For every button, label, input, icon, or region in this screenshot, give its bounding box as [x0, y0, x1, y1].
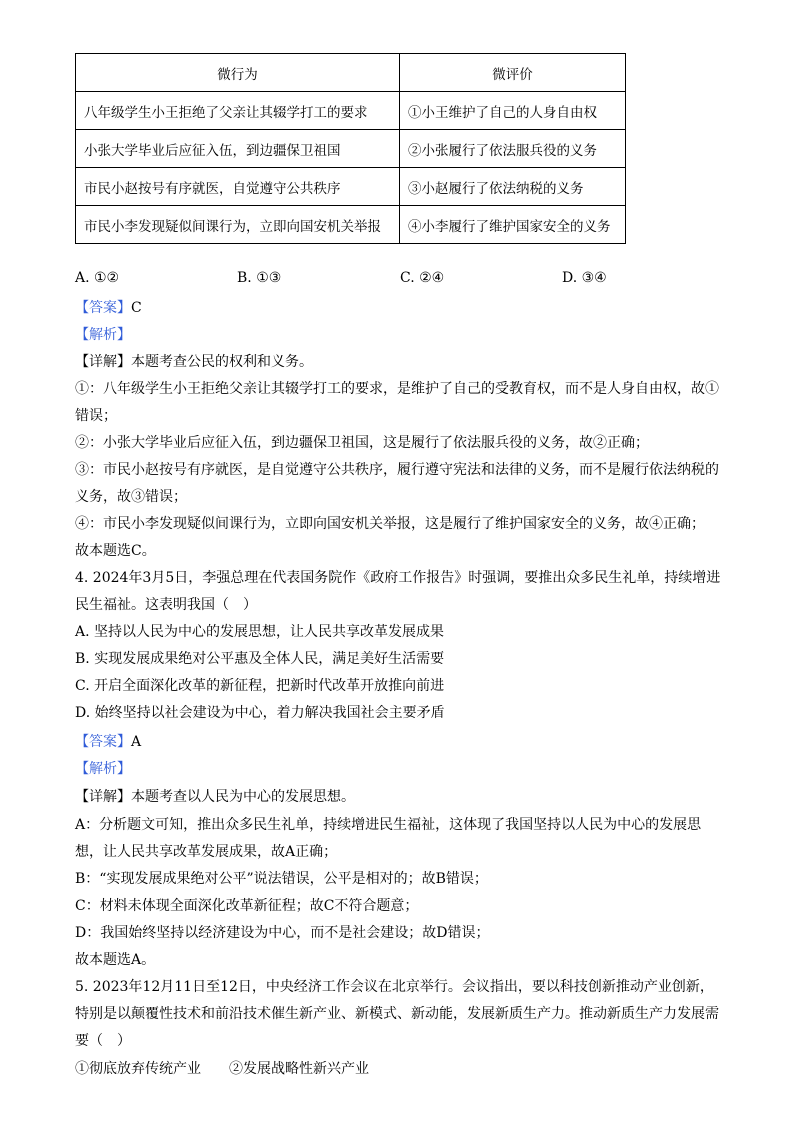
table-header-evaluation: 微评价	[400, 54, 626, 92]
q3-option-d: D. ③④	[562, 270, 607, 286]
detail-text: 本题考查公民的权利和义务。	[131, 354, 313, 370]
q5-item-1: ①彻底放弃传统产业	[75, 1061, 201, 1077]
q5-stem-line: 特别是以颠覆性技术和前沿技术催生新产业、新模式、新动能，发展新质生产力。推动新质生产力发展需	[75, 1006, 719, 1022]
table-cell: ①小王维护了自己的人身自由权	[400, 92, 626, 130]
table-header-behavior: 微行为	[76, 54, 400, 92]
q4-detail-line: 故本题选A。	[75, 952, 156, 968]
q3-detail-line: 义务，故③错误；	[75, 489, 187, 505]
q4-detail-line: D：我国始终坚持以经济建设为中心，而不是社会建设；故D错误；	[75, 925, 490, 941]
q3-answer	[75, 298, 725, 318]
q3-option-c: C. ②④	[400, 270, 445, 286]
q4-detail-line: 想，让人民共享改革发展成果，故A正确；	[75, 844, 338, 860]
q3-option-a: A. ①②	[75, 270, 120, 286]
q3-detail-line	[75, 352, 725, 372]
behavior-evaluation-table	[75, 53, 626, 244]
answer-value: C	[131, 300, 142, 316]
q4-option-d: D. 始终坚持以社会建设为中心，着力解决我国社会主要矛盾	[75, 705, 445, 721]
table-row	[76, 130, 626, 168]
table-cell: 小张大学毕业后应征入伍，到边疆保卫祖国	[76, 130, 400, 168]
q4-detail-line	[75, 787, 725, 807]
q5-items-line	[75, 1059, 725, 1079]
q4-option-b: B. 实现发展成果绝对公平惠及全体人民，满足美好生活需要	[75, 651, 445, 667]
table-cell: 市民小李发现疑似间课行为，立即向国安机关举报	[76, 206, 400, 244]
q3-detail-line: 故本题选C。	[75, 543, 156, 559]
table-header-row	[76, 54, 626, 92]
q4-detail-line: A：分析题文可知，推出众多民生礼单，持续增进民生福祉，这体现了我国坚持以人民为中心的发展思	[75, 817, 702, 833]
q3-analysis-tag	[75, 325, 725, 345]
answer-tag: 【答案】	[75, 300, 131, 316]
q4-answer	[75, 732, 725, 752]
q4-option-c: C. 开启全面深化改革的新征程，把新时代改革开放推向前进	[75, 678, 445, 694]
table-row	[76, 206, 626, 244]
table-cell: ③小赵履行了依法纳税的义务	[400, 168, 626, 206]
q4-analysis-tag	[75, 759, 725, 779]
q3-detail-line: ②：小张大学毕业后应征入伍，到边疆保卫祖国，这是履行了依法服兵役的义务，故②正确；	[75, 435, 649, 451]
detail-text: 本题考查以人民为中心的发展思想。	[131, 789, 355, 805]
q4-detail-line: C：材料未体现全面深化改革新征程；故C不符合题意；	[75, 898, 419, 914]
q3-detail-line: ③：市民小赵按号有序就医，是自觉遵守公共秩序，履行遵守宪法和法律的义务，而不是履行依法纳税的	[75, 462, 719, 478]
analysis-tag: 【解析】	[75, 761, 131, 777]
q3-option-b: B. ①③	[237, 270, 282, 286]
q5-stem-line: 要（ ）	[75, 1033, 131, 1049]
answer-value: A	[131, 734, 142, 750]
q4-option-a: A. 坚持以人民为中心的发展思想，让人民共享改革发展成果	[75, 624, 445, 640]
q5-item-2: ②发展战略性新兴产业	[229, 1061, 369, 1077]
q3-options	[75, 270, 725, 290]
q4-detail-line: B：“实现发展成果绝对公平”说法错误，公平是相对的；故B错误；	[75, 871, 488, 887]
table-row	[76, 168, 626, 206]
table-cell: ④小李履行了维护国家安全的义务	[400, 206, 626, 244]
q3-detail-line: ④：市民小李发现疑似间课行为，立即向国安机关举报，这是履行了维护国家安全的义务，故④正确；	[75, 516, 705, 532]
table-row	[76, 92, 626, 130]
q3-detail-line: 错误；	[75, 408, 117, 424]
q3-detail-line: ①：八年级学生小王拒绝父亲让其辍学打工的要求，是维护了自己的受教育权，而不是人身自由权，故①	[75, 381, 719, 397]
analysis-tag: 【解析】	[75, 327, 131, 343]
detail-tag: 【详解】	[75, 789, 131, 805]
table-cell: 八年级学生小王拒绝了父亲让其辍学打工的要求	[76, 92, 400, 130]
table-cell: ②小张履行了依法服兵役的义务	[400, 130, 626, 168]
answer-tag: 【答案】	[75, 734, 131, 750]
q5-stem-line: 5. 2023年12月11日至12日，中央经济工作会议在北京举行。会议指出，要以科技创新推动产业创新，	[75, 979, 714, 995]
q4-stem-line: 民生福祉。这表明我国（ ）	[75, 597, 257, 613]
q4-stem-line: 4. 2024年3月5日，李强总理在代表国务院作《政府工作报告》时强调，要推出众多民生礼单，持续增进	[75, 570, 721, 586]
detail-tag: 【详解】	[75, 354, 131, 370]
table-cell: 市民小赵按号有序就医，自觉遵守公共秩序	[76, 168, 400, 206]
